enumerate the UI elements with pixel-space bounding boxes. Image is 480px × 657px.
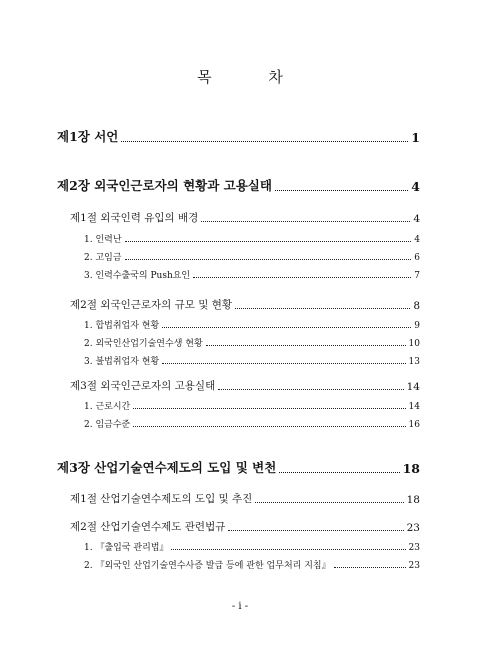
dot-leader: [275, 190, 408, 191]
toc-entry-page-number: 14: [408, 402, 420, 412]
toc-entry-page-number: 18: [402, 461, 420, 476]
dot-leader: [334, 567, 406, 568]
dot-leader: [206, 345, 406, 346]
toc-entry-page-number: 4: [411, 179, 420, 194]
toc-entry-page-number: 23: [408, 561, 420, 571]
toc-entry-page-number: 6: [414, 253, 420, 263]
toc-section-row: [70, 491, 420, 506]
toc-entry-label: 제1장 서언: [57, 129, 119, 144]
dot-leader: [133, 426, 405, 427]
toc-item-row: [84, 399, 420, 412]
toc-item-row: [84, 354, 420, 367]
toc-entry-label: 3. 불법취업자 현황: [84, 357, 160, 367]
toc-entry-page-number: 14: [406, 381, 420, 393]
dot-leader: [218, 389, 403, 390]
dot-leader: [125, 241, 412, 242]
toc-entry-page-number: 4: [413, 213, 420, 225]
toc-item-row: [84, 540, 420, 553]
toc-item-row: [84, 336, 420, 349]
toc-section-row: [70, 210, 420, 225]
toc-entry-label: 1. 『출입국 관리법』: [84, 543, 169, 553]
toc-entry-label: 제1절 산업기술연수제도의 도입 및 추진: [70, 493, 253, 505]
toc-item-row: [84, 318, 420, 331]
toc-entry-label: 제2절 산업기술연수제도 관련법규: [70, 521, 226, 533]
toc-entry-page-number: 16: [408, 420, 420, 430]
dot-leader: [279, 472, 399, 473]
dot-leader: [162, 327, 411, 328]
dot-leader: [235, 308, 410, 309]
dot-leader: [125, 259, 412, 260]
toc-entry-label: 1. 합법취업자 현황: [84, 321, 160, 331]
toc-entry-page-number: 9: [414, 321, 420, 331]
toc-entry-page-number: 4: [414, 235, 420, 245]
toc-entry-label: 제3절 외국인근로자의 고용실태: [70, 380, 216, 392]
toc-entry-page-number: 13: [408, 357, 420, 367]
dot-leader: [193, 277, 411, 278]
toc-entry-page-number: 23: [408, 543, 420, 553]
toc-entry-label: 제1절 외국인력 유입의 배경: [70, 212, 199, 224]
toc-item-row: [84, 232, 420, 245]
toc-entry-label: 2. 외국인산업기술연수생 현황: [84, 339, 203, 349]
toc-item-row: [84, 268, 420, 281]
toc-section-row: [70, 519, 420, 534]
toc-entry-label: 제2절 외국인근로자의 규모 및 현황: [70, 299, 233, 311]
toc-entry-label: 1. 근로시간: [84, 402, 131, 412]
toc-entry-page-number: 10: [408, 339, 420, 349]
toc-chapter-row: [57, 176, 420, 194]
dot-leader: [201, 221, 410, 222]
dot-leader: [171, 549, 405, 550]
toc-section-row: [70, 297, 420, 312]
toc-item-row: [84, 558, 420, 571]
dot-leader: [255, 502, 403, 503]
toc-item-row: [84, 250, 420, 263]
toc-entry-label: 1. 인력난: [84, 235, 122, 245]
toc-entry-label: 제3장 산업기술연수제도의 도입 및 변천: [57, 460, 277, 475]
toc-entry-page-number: 18: [406, 494, 420, 506]
page-number-footer: - i -: [231, 601, 249, 612]
dot-leader: [133, 408, 405, 409]
toc-entry-label: 3. 인력수출국의 Push요인: [84, 271, 191, 281]
toc-entry-page-number: 7: [414, 271, 420, 281]
toc-chapter-row: [57, 127, 420, 145]
toc-entry-label: 제2장 외국인근로자의 현황과 고용실태: [57, 178, 272, 193]
toc-item-row: [84, 417, 420, 430]
dot-leader: [121, 141, 408, 142]
toc-entry-page-number: 8: [413, 300, 420, 312]
toc-entry-label: 2. 고임금: [84, 253, 122, 263]
toc-section-row: [70, 378, 420, 393]
toc-entry-label: 2. 『외국인 산업기술연수사증 발급 등에 관한 업무처리 지침』: [84, 561, 331, 571]
dot-leader: [228, 530, 403, 531]
toc-chapter-row: [57, 458, 420, 476]
toc-entry-label: 2. 임금수준: [84, 420, 131, 430]
dot-leader: [162, 363, 405, 364]
toc-entry-page-number: 1: [411, 130, 420, 145]
toc-entry-page-number: 23: [406, 522, 420, 534]
page-title: 목 차: [197, 68, 309, 86]
